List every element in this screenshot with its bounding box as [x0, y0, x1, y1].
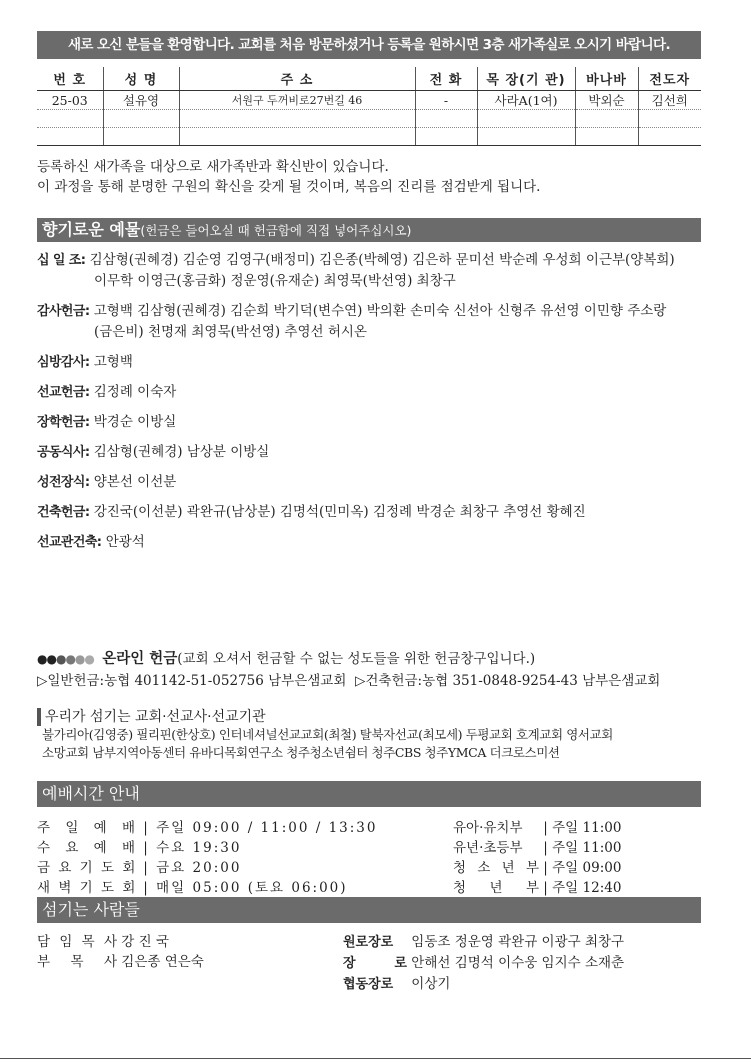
note-line: 이 과정을 통해 분명한 구원의 확신을 갖게 될 것이며, 복음의 진리를 점검받게 됩니다.: [37, 179, 541, 195]
cell-address: 서원구 두꺼비로27번길 46: [179, 91, 415, 110]
offering-subtitle: (헌금은 들어오실 때 헌금함에 직접 넣어주십시오): [140, 223, 412, 238]
offering-item-meal: [37, 442, 707, 463]
dot-icon: ●●: [37, 652, 56, 666]
staff-names: 이상기: [411, 976, 451, 992]
cell-address: [179, 110, 415, 128]
staff-role: 담 임 목 사: [37, 934, 117, 950]
cell-number: 25-03: [37, 91, 103, 110]
welcome-banner: 새로 오신 분들을 환영합니다. 교회를 처음 방문하셨거나 등록을 원하시면 3층 새가족실로 오시기 바랍니다.: [37, 31, 701, 59]
cell-evangelist: [638, 128, 701, 146]
offering-names: 김삼형(권혜경) 김순영 김영구(배정미) 김은종(박혜영) 김은하 문미선 박순례 우성희 이근부(양복희): [89, 252, 675, 268]
service-dept: 청 년 부: [453, 880, 539, 896]
service-time: 수 요 예 배 | 수요 19:30: [37, 840, 242, 856]
offering-item-thanks: [37, 301, 707, 343]
cell-phone: -: [415, 91, 477, 110]
cell-group: [477, 110, 575, 128]
header-address: 주 소: [179, 67, 415, 91]
service-row: 청 년 부 | 주일 12:40: [453, 880, 622, 896]
service-dept: 유아·유치부: [453, 820, 523, 836]
offering-label: 선교헌금:: [37, 385, 90, 400]
service-time: 주일 09:00: [552, 860, 622, 876]
account-row: [37, 670, 727, 692]
offering-names: 고형백 김삼형(권혜경) 김순희 박기덕(변수연) 박의환 손미숙 신선아 신형주 유선영 이민향 주소랑: [93, 303, 667, 319]
cell-name: [103, 128, 179, 146]
staff-role: 원로장로: [343, 935, 394, 950]
offering-names: 박경순 이방실: [93, 414, 177, 430]
service-time: 주일 11:00: [552, 840, 622, 856]
staff-names: 안해선 김명석 이수웅 임지수 소재춘: [411, 955, 625, 971]
offering-label: 건축헌금:: [37, 505, 90, 520]
offering-names: 김정례 이숙자: [93, 384, 177, 400]
services-left: [37, 818, 378, 898]
offering-item-tithe: [37, 250, 707, 292]
header-number: 번 호: [37, 67, 103, 91]
offering-names: 고형백: [93, 354, 133, 370]
offering-item-building: [37, 502, 707, 523]
staff-section-header: [37, 897, 701, 923]
dot-icon: ●: [55, 652, 66, 666]
services-section-header: [37, 781, 701, 807]
staff-role: 협동장로: [343, 977, 394, 992]
staff-right: [343, 932, 624, 995]
table-row: [37, 110, 701, 128]
service-row: [37, 858, 263, 878]
staff-names: 김은종 연은숙: [121, 954, 204, 970]
cell-phone: [415, 110, 477, 128]
organizations-line: 소망교회 남부지역아동센터 유바디목회연구소 청주청소년쉼터 청주CBS 청주YMCA 더크로스미션: [42, 745, 560, 760]
online-title-row: [37, 648, 727, 670]
service-time: 새 벽 기 도 회 | 매일 05:00 (토요 06:00): [37, 880, 348, 896]
offering-names: 강진국(이선분) 곽완규(남상분) 김명석(민미옥) 김정례 박경순 최창구 추영선 황혜진: [93, 504, 586, 520]
offering-list: [37, 250, 707, 562]
offering-item-decoration: [37, 472, 707, 493]
new-family-notes: [37, 157, 701, 197]
cell-group: 사라A(1여): [477, 91, 575, 110]
staff-names: 강 진 국: [121, 934, 170, 950]
offering-names: 안광석: [105, 534, 145, 550]
service-dept: 청 소 년 부: [453, 860, 539, 876]
service-row: 청 소 년 부 | 주일 09:00: [453, 860, 622, 876]
offering-item-scholarship: [37, 412, 707, 433]
table-row: [37, 128, 701, 146]
offering-title: 향기로운 예물: [42, 220, 141, 239]
service-row: [37, 838, 263, 858]
offering-label: 장학헌금:: [37, 415, 90, 430]
supported-organizations: [37, 708, 727, 762]
header-name: 성 명: [103, 67, 179, 91]
cell-address: [179, 128, 415, 146]
cell-barnabas: 박외순: [575, 91, 638, 110]
staff-names: 임동조 정운영 곽완규 이광구 최창구: [411, 934, 625, 950]
table-header-row: [37, 67, 701, 91]
online-offering: [37, 648, 727, 692]
offering-names-cont: 이무학 이영근(홍금화) 정운영(유재순) 최영묵(박선영) 최창구: [94, 273, 456, 289]
organizations-line: 불가리아(김영중) 필리핀(한상호) 인터네셔널선교교회(최철) 탈북자선교(최모세) 두평교회 호계교회 영서교회: [42, 727, 613, 742]
services-right: [453, 818, 621, 898]
header-group: 목 장(기 관): [477, 67, 575, 91]
table-row: [37, 91, 701, 110]
offering-label: 선교관건축:: [37, 535, 102, 550]
cell-barnabas: [575, 128, 638, 146]
service-dept: 유년·초등부: [453, 840, 523, 856]
staff-role: 부 목 사: [37, 954, 117, 970]
cell-evangelist: [638, 110, 701, 128]
service-row: [37, 878, 348, 898]
bottom-divider: [0, 1058, 751, 1059]
service-time: 금 요 기 도 회 | 금요 20:00: [37, 860, 242, 876]
staff-title: 섬기는 사람들: [42, 900, 140, 919]
service-time: 주 일 예 배 | 주일 09:00 / 11:00 / 13:30: [37, 820, 378, 836]
offering-names: 양본선 이선분: [93, 474, 177, 490]
cell-number: [37, 110, 103, 128]
staff-row: [37, 952, 204, 972]
cell-group: [477, 128, 575, 146]
staff-row: [343, 953, 624, 974]
cell-barnabas: [575, 110, 638, 128]
cell-name: [103, 110, 179, 128]
header-phone: 전 화: [415, 67, 477, 91]
service-row: 유년·초등부 | 주일 11:00: [453, 840, 622, 856]
offering-item-mission: [37, 382, 707, 403]
service-row: 유아·유치부 | 주일 11:00: [453, 820, 622, 836]
online-title: 온라인 헌금: [102, 651, 178, 667]
account-building: ▷건축헌금:농협 351-0848-9254-43 남부은샘교회: [354, 673, 661, 689]
dot-icon: ●: [65, 652, 75, 666]
registration-table: [37, 67, 701, 146]
offering-item-mission-building: [37, 532, 707, 553]
staff-row: [37, 932, 204, 952]
staff-role: 장 로: [343, 956, 407, 971]
cell-evangelist: 김선희: [638, 91, 701, 110]
header-barnabas: 바나바: [575, 67, 638, 91]
offering-names: 김삼형(권혜경) 남상분 이방실: [93, 444, 270, 460]
offering-label: 공동식사:: [37, 445, 90, 460]
account-general: ▷일반헌금:농협 401142-51-052756 남부은샘교회: [37, 673, 347, 689]
service-time: 주일 11:00: [552, 820, 622, 836]
staff-left: [37, 932, 204, 972]
dot-icon: ●: [74, 652, 85, 666]
service-time: 주일 12:40: [552, 880, 622, 896]
cell-number: [37, 128, 103, 146]
cell-phone: [415, 128, 477, 146]
offering-section-header: [37, 218, 701, 242]
note-line: 등록하신 새가족을 대상으로 새가족반과 확신반이 있습니다.: [37, 159, 389, 175]
online-desc: (교회 오셔서 헌금할 수 없는 성도들을 위한 헌금창구입니다.): [177, 651, 536, 667]
offering-label: 성전장식:: [37, 475, 90, 490]
staff-row: [343, 932, 624, 953]
services-title: 예배시간 안내: [42, 784, 140, 803]
offering-label: 감사헌금:: [37, 304, 90, 319]
dot-icon: ●: [84, 652, 94, 666]
service-row: [37, 818, 378, 838]
staff-row: [343, 974, 624, 995]
cell-name: 설유영: [103, 91, 179, 110]
offering-label: 십 일 조:: [37, 253, 86, 268]
organizations-title: 우리가 섬기는 교회·선교사·선교기관: [37, 708, 727, 726]
offering-names-cont: (금은비) 천명재 최영묵(박선영) 추영선 허시온: [94, 324, 367, 340]
offering-item-visit: [37, 352, 707, 373]
offering-label: 심방감사:: [37, 355, 90, 370]
header-evangelist: 전도자: [638, 67, 701, 91]
